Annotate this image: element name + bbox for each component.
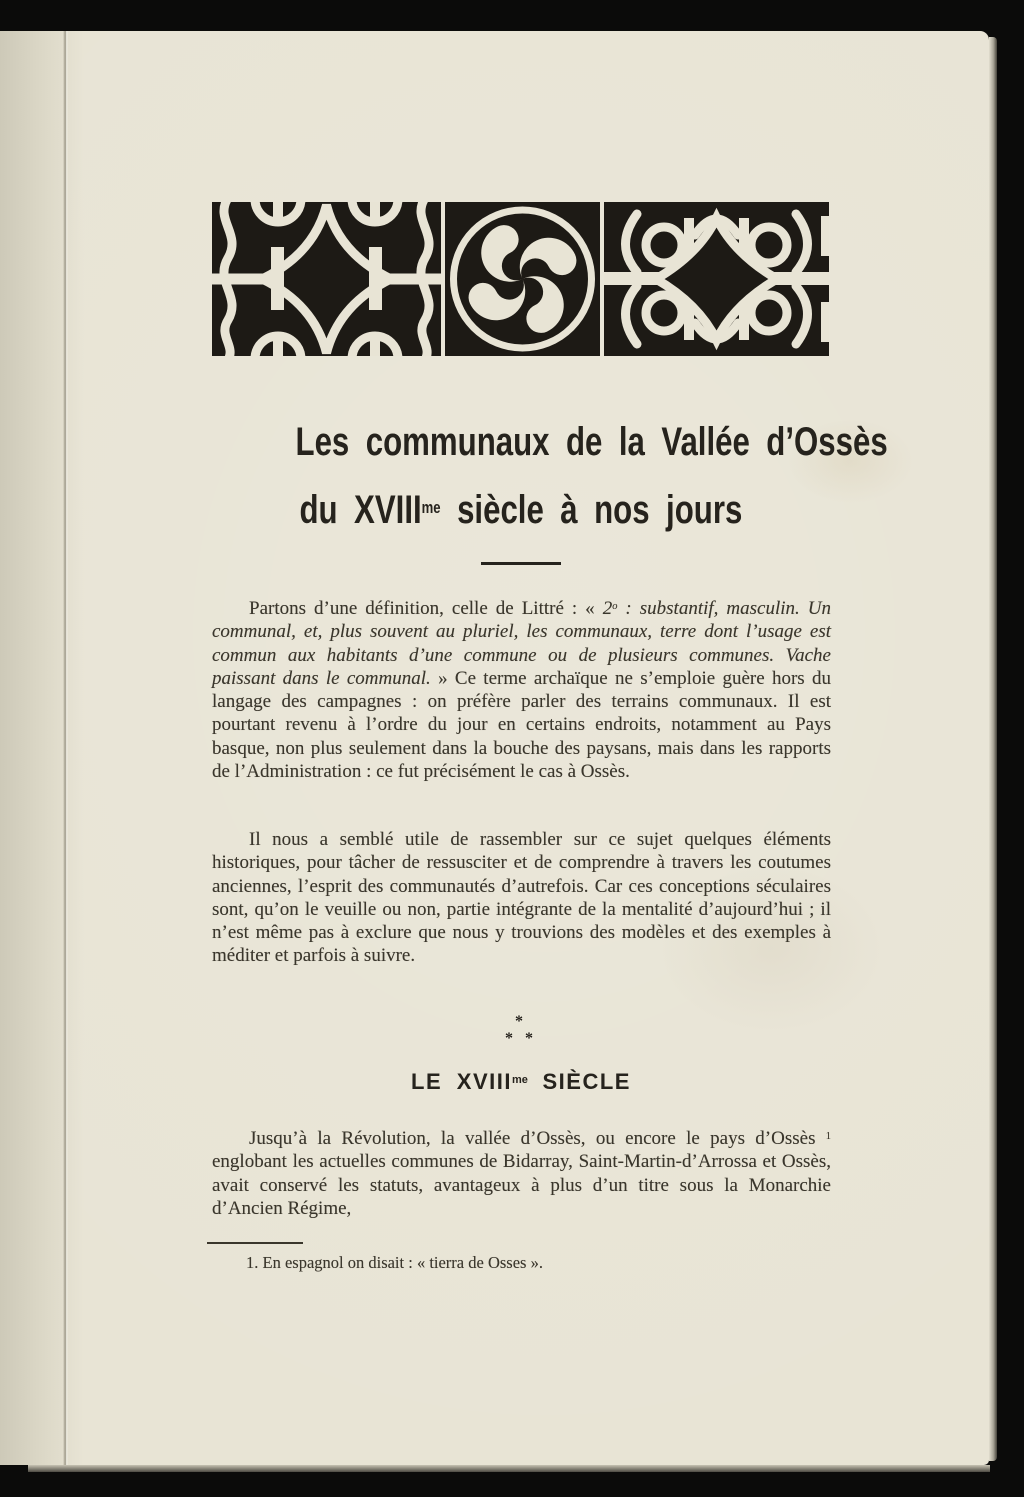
title-rule: [481, 562, 561, 565]
paragraph-revolution: Jusqu’à la Révolution, la vallée d’Ossès, ou encore le pays d’Ossès $^1$ englobant les actuelles communes de Bidarray, Saint-Martin-d’Arrossa et Ossès, avait conservé les statuts, avantageux à plus d’un titre sous la Monarchie d’Ancien Régime,: [212, 1128, 831, 1219]
page-title: [212, 408, 888, 544]
page-edge-bottom: [28, 1465, 990, 1472]
asterism-bottom: * *: [505, 1030, 537, 1047]
footnote: 1. En espagnol on disait : « tierra de Osses ».: [246, 1253, 543, 1272]
asterism-top: *: [515, 1013, 527, 1030]
footnote-rule: [207, 1242, 303, 1244]
paragraph-intent: Il nous a semblé utile de rassembler sur ce sujet quelques éléments historiques, pour tâcher de ressusciter et de comprendre à travers les coutumes anciennes, l’esprit des communautés d’autrefois. Car ces conceptions séculaires sont, qu’on le veuille ou non, partie intégrante de la mentalité d’aujourd’hui ; il n’est même pas à exclure que nous y trouvions des modèles et des exemples à méditer et parfois à suivre.: [212, 829, 831, 967]
page-edge-right: [989, 37, 997, 1461]
title-line-1: Les communaux de la Vallée d’Ossès: [295, 420, 888, 464]
ornament-left-panel-icon: [212, 202, 441, 356]
book-page: [0, 31, 989, 1465]
gutter-crease: [63, 31, 68, 1465]
page-fold-shadow: [0, 31, 84, 1465]
title-line-2: du $XVIII^{me}$ siècle à nos jours: [299, 488, 743, 532]
lauburu-icon: [445, 202, 600, 356]
ornament-right-panel-icon: [604, 202, 829, 356]
paragraph-definition: Partons d’une définition, celle de Littré : « 2$^o$ : substantif, masculin. Un communal, et, plus souvent au pluriel, les communaux, terre dont l’usage est commun aux habitants d’une commune ou de plusieurs communes. Vache paissant dans le communal. » Ce terme archaïque ne s’emploie guère hors du langage des campagnes : on préfère parler des terrains communaux. Il est pourtant revenu à l’ordre du jour en certains endroits, notamment au Pays basque, non plus seulement dans la bouche des paysans, mais dans les rapports de l’Administration : ce fut précisément le cas à Ossès.: [212, 598, 832, 783]
section-heading: LE $XVIII^{me}$ SIÈCLE: [411, 1069, 631, 1094]
asterism-separator: [212, 1013, 830, 1047]
basque-ornament-band: [212, 202, 829, 356]
